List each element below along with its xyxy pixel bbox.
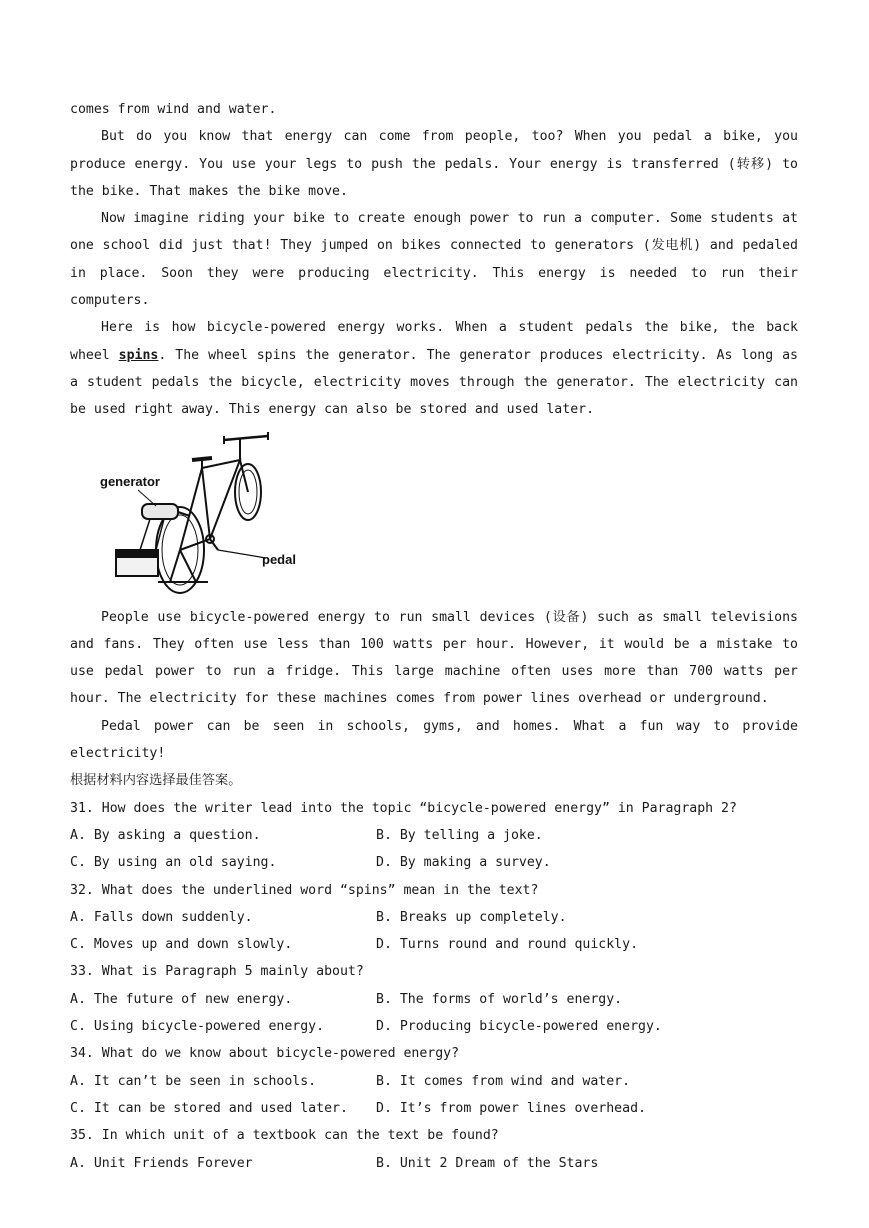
passage-paragraph-3: Now imagine riding your bike to create enough power to run a computer. Some students at one school did just that! They jumped on bikes connected to generators (发电机) and pedaled in place. Soon they were producing electricity. This energy is needed to run their computers. <box>70 211 798 309</box>
question-35 <box>70 1122 798 1177</box>
options-row <box>70 1013 798 1040</box>
question-32 <box>70 877 798 959</box>
paragraph-4-text-after: . The wheel spins the generator. The generator produces electricity. As long as a student pedals the bicycle, electricity moves through the generator. The electricity can be used right away. This energy can also be stored and used later. <box>70 347 798 418</box>
option-d: D. Turns round and round quickly. <box>376 937 639 953</box>
question-stem: 35. In which unit of a textbook can the text be found? <box>70 1128 499 1144</box>
option-b: B. It comes from wind and water. <box>376 1073 631 1089</box>
option-c: C. By using an old saying. <box>70 855 277 871</box>
bicycle-illustration <box>98 432 318 602</box>
question-33 <box>70 958 798 1040</box>
option-a: A. It can’t be seen in schools. <box>70 1073 317 1089</box>
option-a: A. The future of new energy. <box>70 991 293 1007</box>
underlined-word-spins: spins <box>118 347 159 363</box>
question-stem: 32. What does the underlined word “spins” mean in the text? <box>70 882 539 898</box>
instruction-text: 根据材料内容选择最佳答案。 <box>70 773 242 789</box>
bicycle-generator-figure <box>70 424 798 604</box>
passage-paragraph-4 <box>70 314 798 423</box>
option-c: C. Moves up and down slowly. <box>70 937 293 953</box>
option-b: B. Unit 2 Dream of the Stars <box>376 1155 599 1171</box>
question-34 <box>70 1040 798 1122</box>
passage-paragraph-6: Pedal power can be seen in schools, gyms, and homes. What a fun way to provide electricity! <box>70 718 798 762</box>
options-row <box>70 849 798 876</box>
option-d: D. It’s from power lines overhead. <box>376 1100 646 1116</box>
option-c: C. It can be stored and used later. <box>70 1100 348 1116</box>
option-a: A. Unit Friends Forever <box>70 1155 253 1171</box>
figure-label-generator: generator <box>100 473 160 489</box>
option-d: D. Producing bicycle-powered energy. <box>376 1019 662 1035</box>
option-b: B. Breaks up completely. <box>376 909 567 925</box>
paragraph-4-text-before: Here is how bicycle-powered energy works. When a student pedals the bike, the back wheel <box>70 320 798 363</box>
options-row <box>70 1095 798 1122</box>
passage-paragraph-2: But do you know that energy can come from people, too? When you pedal a bike, you produce energy. You use your legs to push the pedals. Your energy is transferred (转移) to the bike. That makes the bike move. <box>70 129 798 199</box>
option-c: C. Using bicycle-powered energy. <box>70 1019 325 1035</box>
question-stem: 31. How does the writer lead into the topic “bicycle-powered energy” in Paragraph 2? <box>70 800 737 816</box>
generator-shape <box>142 504 178 519</box>
option-a: A. Falls down suddenly. <box>70 909 253 925</box>
option-a: A. By asking a question. <box>70 827 261 843</box>
options-row <box>70 1068 798 1095</box>
options-row <box>70 904 798 931</box>
passage-paragraph-1-tail: comes from wind and water. <box>70 102 277 117</box>
option-d: D. By making a survey. <box>376 855 551 871</box>
document-page <box>70 96 798 1177</box>
figure-label-pedal: pedal <box>262 551 296 567</box>
question-stem: 33. What is Paragraph 5 mainly about? <box>70 964 364 980</box>
options-row <box>70 822 798 849</box>
passage-paragraph-5: People use bicycle-powered energy to run small devices (设备) such as small televisions and fans. They often use less than 100 watts per hour. However, it would be a mistake to use pedal power to run a fridge. This large machine often uses more than 700 watts per hour. The electricity for these machines comes from power lines overhead or underground. <box>70 609 798 707</box>
question-stem: 34. What do we know about bicycle-powered energy? <box>70 1046 460 1062</box>
options-row <box>70 931 798 958</box>
options-row <box>70 986 798 1013</box>
option-b: B. By telling a joke. <box>376 827 543 843</box>
options-row <box>70 1150 798 1177</box>
option-b: B. The forms of world’s energy. <box>376 991 623 1007</box>
question-31 <box>70 795 798 877</box>
